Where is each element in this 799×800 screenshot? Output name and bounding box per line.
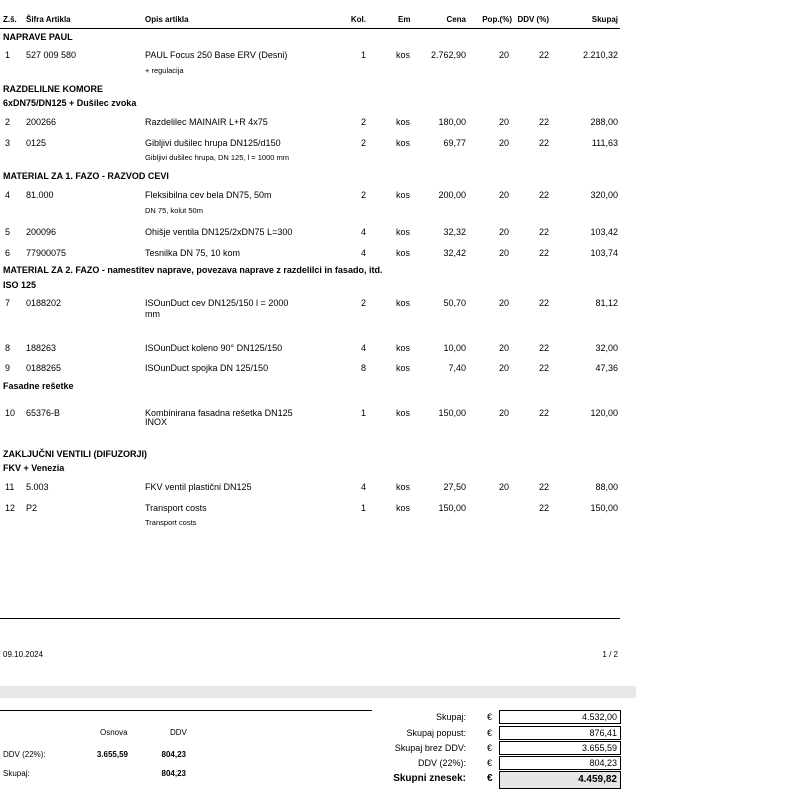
totals-skupaj-value: 4.532,00	[499, 710, 621, 724]
col-popust: Pop.(%)	[482, 15, 512, 24]
vat-row-osnova: 3.655,59	[96, 750, 128, 759]
totals-ddv-value: 804,23	[499, 756, 621, 770]
section-heading: MATERIAL ZA 2. FAZO - namestitev naprave, povezava naprave z razdelilci in fasado, itd.	[3, 265, 383, 275]
col-skupaj: Skupaj	[591, 15, 618, 24]
table-row: 4 81.000 Fleksibilna cev bela DN75, 50m DN 75, kolut 50m 2 kos 200,00 20 22 320,00	[5, 190, 618, 215]
col-ddv: DDV (%)	[517, 15, 549, 24]
page-break-band	[0, 686, 636, 698]
print-date: 09.10.2024	[3, 650, 44, 659]
totals-brez-ddv-value: 3.655,59	[499, 741, 621, 755]
euro-sign: €	[487, 758, 493, 768]
vat-total-ddv: 804,23	[161, 769, 186, 778]
totals-popust-label: Skupaj popust:	[406, 728, 466, 738]
section-heading: NAPRAVE PAUL	[3, 32, 73, 42]
table-row: 5 200096 Ohišje ventila DN125/2xDN75 L=300 4 kos 32,32 20 22 103,42	[5, 227, 618, 237]
totals-znesek-label: Skupni znesek:	[393, 773, 466, 784]
col-em: Em	[398, 15, 411, 24]
table-row: 6 77900075 Tesnilka DN 75, 10 kom 4 kos 32,42 20 22 103,74	[5, 248, 618, 258]
totals-znesek-value: 4.459,82	[499, 771, 621, 789]
vat-summary-divider	[0, 710, 372, 711]
vat-total-label: Skupaj:	[3, 769, 30, 778]
vat-osnova-label: Osnova	[100, 728, 128, 737]
section-subheading: FKV + Venezia	[3, 463, 65, 473]
section-heading: ZAKLJUČNI VENTILI (DIFUZORJI)	[3, 449, 147, 459]
table-row: 8 188263 ISOunDuct koleno 90° DN125/150 4 kos 10,00 20 22 32,00	[5, 343, 618, 353]
section-heading: RAZDELILNE KOMORE	[3, 84, 103, 94]
totals-brez-ddv-label: Skupaj brez DDV:	[394, 743, 466, 753]
vat-ddv-label: DDV	[170, 728, 187, 737]
col-cena: Cena	[446, 15, 466, 24]
euro-sign: €	[487, 712, 493, 722]
table-row: 1 527 009 580 PAUL Focus 250 Base ERV (Desni) + regulacija 1 kos 2.762,90 20 22 2.210,32	[5, 50, 618, 75]
table-row: 11 5.003 FKV ventil plastični DN125 4 kos 27,50 20 22 88,00	[5, 482, 618, 492]
table-row: 2 200266 Razdelilec MAINAIR L+R 4x75 2 kos 180,00 20 22 288,00	[5, 117, 618, 127]
table-row: 10 65376-B Kombinirana fasadna rešetka DN125 INOX 1 kos 150,00 20 22 120,00	[5, 408, 618, 427]
section-heading: Fasadne rešetke	[3, 381, 74, 391]
totals-skupaj-label: Skupaj:	[435, 712, 466, 722]
vat-row-label: DDV (22%):	[3, 750, 46, 759]
euro-sign: €	[487, 743, 493, 753]
euro-sign: €	[487, 728, 493, 738]
col-zs: Z.š.	[3, 15, 17, 24]
table-row: 7 0188202 ISOunDuct cev DN125/150 l = 2000 mm 2 kos 50,70 20 22 81,12	[5, 298, 618, 319]
header-divider	[0, 28, 620, 29]
euro-sign: €	[487, 773, 493, 784]
col-kol: Kol.	[350, 15, 366, 24]
totals-popust-value: 876,41	[499, 726, 621, 740]
table-row: 12 P2 Transport costs Transport costs 1 kos 150,00 22 150,00	[5, 503, 618, 527]
section-heading: MATERIAL ZA 1. FAZO - RAZVOD CEVI	[3, 171, 169, 181]
page-number: 1 / 2	[602, 650, 618, 659]
footer-divider	[0, 618, 620, 619]
col-opis: Opis artikla	[145, 15, 189, 24]
table-row: 9 0188265 ISOunDuct spojka DN 125/150 8 kos 7,40 20 22 47,36	[5, 363, 618, 373]
vat-row-ddv: 804,23	[161, 750, 186, 759]
totals-ddv-label: DDV (22%):	[417, 758, 466, 768]
section-subheading: ISO 125	[3, 280, 37, 290]
col-sifra: Šifra Artikla	[26, 15, 71, 24]
table-row: 3 0125 Gibljivi dušilec hrupa DN125/d150 Gibljivi dušilec hrupa, DN 125, l = 1000 mm 2 kos 69,77 20 22 111,63	[5, 138, 618, 162]
section-subheading: 6xDN75/DN125 + Dušilec zvoka	[3, 98, 137, 108]
